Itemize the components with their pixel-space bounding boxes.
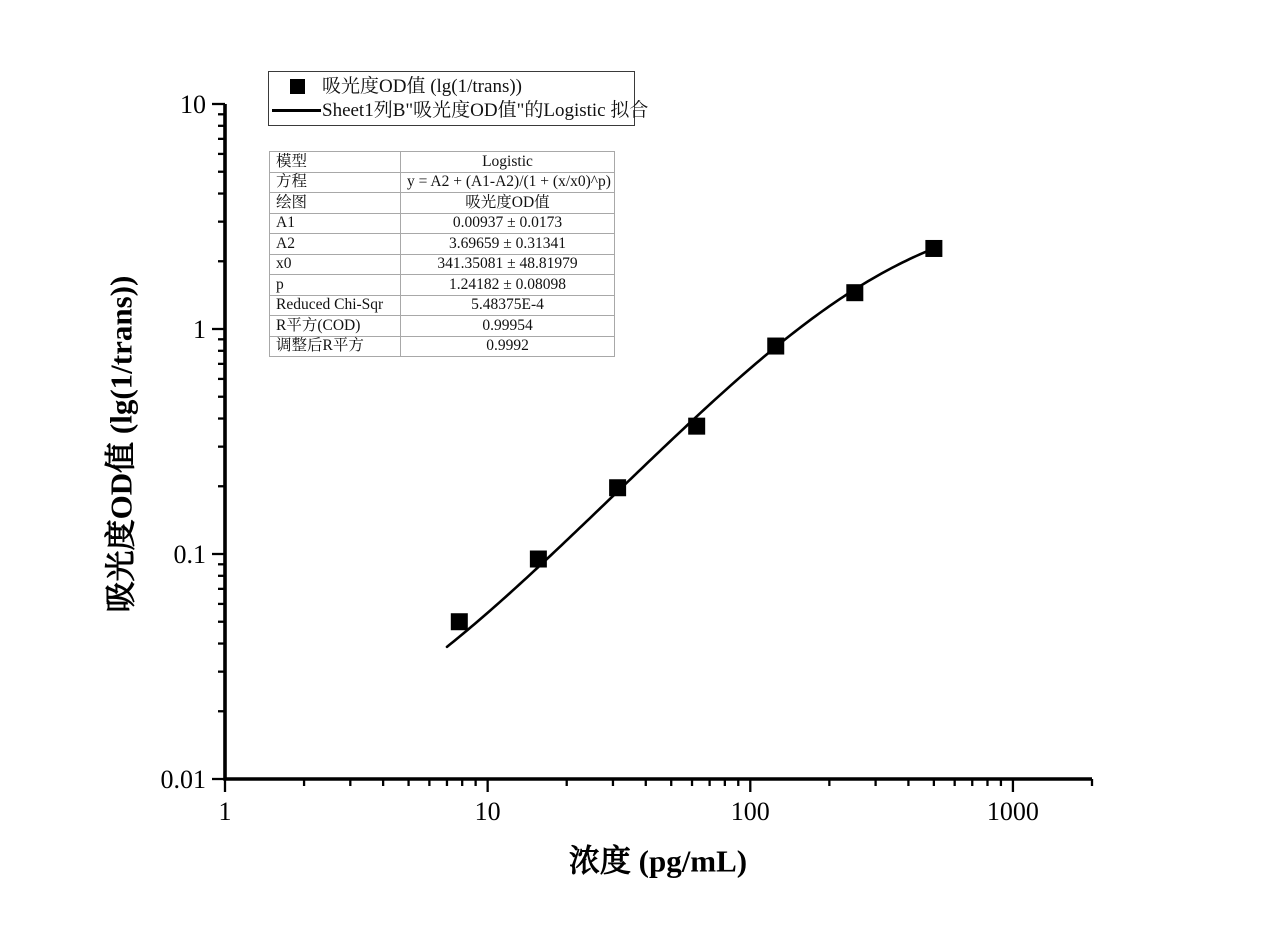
x-axis-title: 浓度 (pg/mL) bbox=[568, 843, 748, 879]
x-tick-label: 10 bbox=[474, 797, 501, 826]
fit-table-row bbox=[270, 275, 615, 296]
y-tick-label: 0.1 bbox=[173, 540, 206, 569]
legend-item-scatter bbox=[269, 77, 634, 96]
data-point-marker bbox=[451, 613, 468, 630]
legend-label-fit: Sheet1列B"吸光度OD值"的Logistic 拟合 bbox=[322, 100, 649, 121]
data-point-marker bbox=[688, 418, 705, 435]
legend-label-scatter: 吸光度OD值 (lg(1/trans)) bbox=[322, 76, 522, 97]
y-tick-label: 0.01 bbox=[160, 765, 206, 794]
fit-table-row bbox=[270, 172, 615, 193]
x-tick-label: 1000 bbox=[986, 797, 1039, 826]
legend-box bbox=[268, 71, 649, 126]
fit-param-name: p bbox=[270, 275, 401, 296]
fit-param-name: A2 bbox=[270, 234, 401, 255]
fit-table-row bbox=[270, 213, 615, 234]
y-tick-label: 1 bbox=[193, 315, 206, 344]
fit-param-value: 0.00937 ± 0.0173 bbox=[401, 213, 615, 234]
fit-param-name: x0 bbox=[270, 254, 401, 275]
fit-param-value: 341.35081 ± 48.81979 bbox=[401, 254, 615, 275]
x-tick-label: 100 bbox=[730, 797, 770, 826]
fit-param-name: A1 bbox=[270, 213, 401, 234]
fit-param-value: 0.9992 bbox=[401, 336, 615, 357]
y-tick-label: 10 bbox=[180, 90, 206, 119]
legend-item-fit bbox=[269, 100, 649, 121]
fit-table-row bbox=[270, 254, 615, 275]
fit-table-row bbox=[270, 193, 615, 214]
data-point-marker bbox=[530, 551, 547, 568]
square-marker-icon bbox=[290, 79, 305, 94]
fit-param-value: Logistic bbox=[401, 152, 615, 173]
line-sample-icon bbox=[272, 109, 321, 112]
x-tick-label: 1 bbox=[218, 797, 232, 826]
data-point-marker bbox=[846, 284, 863, 301]
fit-param-value: 吸光度OD值 bbox=[401, 193, 615, 214]
data-point-marker bbox=[609, 479, 626, 496]
fit-parameter-table bbox=[269, 151, 615, 357]
fit-param-name: 绘图 bbox=[270, 193, 401, 214]
fit-table-row bbox=[270, 234, 615, 255]
fit-table-row bbox=[270, 295, 615, 316]
fit-param-name: 模型 bbox=[270, 152, 401, 173]
fit-table-row bbox=[270, 152, 615, 173]
fit-param-value: 1.24182 ± 0.08098 bbox=[401, 275, 615, 296]
fit-param-value: 0.99954 bbox=[401, 316, 615, 337]
fit-param-name: 方程 bbox=[270, 172, 401, 193]
fit-param-name: R平方(COD) bbox=[270, 316, 401, 337]
fit-param-name: 调整后R平方 bbox=[270, 336, 401, 357]
fit-param-value: 3.69659 ± 0.31341 bbox=[401, 234, 615, 255]
data-point-marker bbox=[925, 240, 942, 257]
fit-param-value: 5.48375E-4 bbox=[401, 295, 615, 316]
fit-table-row bbox=[270, 336, 615, 357]
fit-param-value: y = A2 + (A1-A2)/(1 + (x/x0)^p) bbox=[401, 172, 615, 193]
data-point-marker bbox=[767, 338, 784, 355]
fit-param-name: Reduced Chi-Sqr bbox=[270, 295, 401, 316]
y-axis-title: 吸光度OD值 (lg(1/trans)) bbox=[103, 275, 139, 613]
fit-table-row bbox=[270, 316, 615, 337]
